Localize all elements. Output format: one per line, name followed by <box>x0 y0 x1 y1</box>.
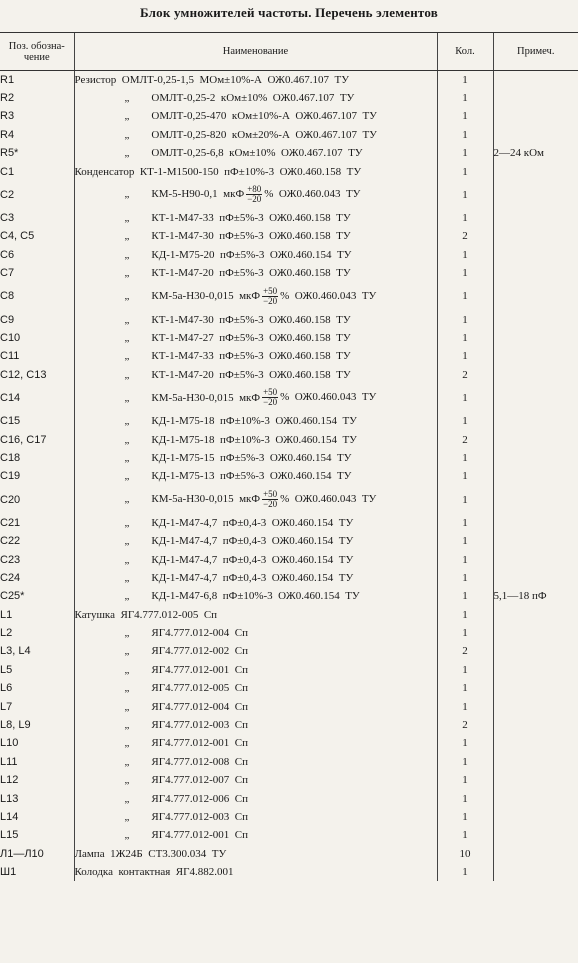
cell-quantity: 1 <box>437 264 493 282</box>
table-row <box>0 449 578 467</box>
cell-name <box>74 347 437 365</box>
cell-name <box>74 624 437 642</box>
cell-note <box>493 246 578 264</box>
table-row <box>0 569 578 587</box>
cell-quantity: 1 <box>437 587 493 605</box>
cell-name <box>74 126 437 144</box>
cell-name-text: „ ОМЛТ-0,25-2 кОм±10% ОЖ0.467.107 ТУ <box>124 92 355 105</box>
table-header-row <box>0 33 578 71</box>
cell-quantity: 1 <box>437 71 493 89</box>
cell-position: C10 <box>0 331 21 344</box>
cell-position: L3, L4 <box>0 645 31 658</box>
table-row <box>0 826 578 844</box>
cell-note <box>493 384 578 412</box>
cell-note <box>493 486 578 514</box>
cell-name <box>74 162 437 180</box>
table-row <box>0 329 578 347</box>
cell-name <box>74 514 437 532</box>
table-row <box>0 209 578 227</box>
cell-position: C9 <box>0 313 15 326</box>
cell-position: C3 <box>0 212 15 225</box>
cell-name <box>74 532 437 550</box>
cell-name <box>74 246 437 264</box>
cell-quantity: 1 <box>437 181 493 209</box>
cell-position: L7 <box>0 700 13 713</box>
cell-quantity: 1 <box>437 107 493 125</box>
cell-name-text: Колодка контактная ЯГ4.882.001 <box>74 866 234 879</box>
cell-position: Л1—Л10 <box>0 847 44 860</box>
cell-name-suffix: % ОЖ0.460.043 ТУ <box>280 493 377 506</box>
cell-name <box>74 144 437 162</box>
cell-quantity: 10 <box>437 845 493 863</box>
table-row <box>0 366 578 384</box>
cell-name <box>74 310 437 328</box>
cell-name <box>74 789 437 807</box>
cell-position: L12 <box>0 774 19 787</box>
header-note <box>493 33 578 71</box>
cell-name <box>74 771 437 789</box>
cell-name <box>74 89 437 107</box>
table-row <box>0 550 578 568</box>
tolerance-lower: −20 <box>263 295 278 306</box>
cell-name-suffix: % ОЖ0.460.043 ТУ <box>280 289 377 302</box>
cell-name <box>74 209 437 227</box>
cell-name-text: „ КД-1-М75-20 пФ±5%-3 ОЖ0.460.154 ТУ <box>124 248 352 261</box>
cell-name-text: „ ОМЛТ-0,25-6,8 кОм±10% ОЖ0.467.107 ТУ <box>124 147 363 160</box>
cell-quantity: 1 <box>437 771 493 789</box>
cell-quantity: 1 <box>437 246 493 264</box>
cell-name <box>74 863 437 881</box>
cell-note <box>493 661 578 679</box>
cell-name <box>74 412 437 430</box>
cell-name-text: „ ЯГ4.777.012-001 Сп <box>124 737 248 750</box>
table-row <box>0 347 578 365</box>
header-name-label: Наименование <box>222 46 289 57</box>
cell-quantity: 1 <box>437 449 493 467</box>
cell-name-text: „ ЯГ4.777.012-003 Сп <box>124 719 248 732</box>
cell-position: C20 <box>0 493 21 506</box>
cell-name-text: „ КД-1-М75-18 пФ±10%-3 ОЖ0.460.154 ТУ <box>124 415 357 428</box>
cell-note <box>493 126 578 144</box>
cell-note <box>493 467 578 485</box>
cell-note <box>493 826 578 844</box>
cell-quantity: 1 <box>437 310 493 328</box>
cell-name-text: „ КТ-1-М47-20 пФ±5%-3 ОЖ0.460.158 ТУ <box>124 368 351 381</box>
cell-position: C18 <box>0 451 21 464</box>
cell-name-text: „ ОМЛТ-0,25-470 кОм±10%-А ОЖ0.467.107 ТУ <box>124 110 377 123</box>
cell-quantity: 1 <box>437 734 493 752</box>
cell-name-text: „ КМ-5а-Н30-0,015 мкФ <box>124 289 261 302</box>
cell-name-text: „ КТ-1-М47-27 пФ±5%-3 ОЖ0.460.158 ТУ <box>124 331 351 344</box>
cell-name <box>74 550 437 568</box>
cell-note <box>493 569 578 587</box>
cell-note <box>493 209 578 227</box>
cell-name <box>74 181 437 209</box>
table-row <box>0 661 578 679</box>
cell-position: C25* <box>0 590 25 603</box>
cell-note <box>493 107 578 125</box>
table-row <box>0 384 578 412</box>
page-title: Блок умножителей частоты. Перечень элементов <box>140 5 438 20</box>
cell-name <box>74 282 437 310</box>
cell-position: L13 <box>0 792 19 805</box>
cell-name-text: „ ЯГ4.777.012-001 Сп <box>124 663 248 676</box>
cell-name-text: „ КТ-1-М47-30 пФ±5%-3 ОЖ0.460.158 ТУ <box>124 313 351 326</box>
cell-note <box>493 71 578 89</box>
tolerance-fraction <box>262 490 278 509</box>
cell-note <box>493 514 578 532</box>
cell-name-text: „ ЯГ4.777.012-003 Сп <box>124 810 248 823</box>
tolerance-upper: +50 <box>263 489 278 500</box>
cell-position: L14 <box>0 810 19 823</box>
cell-name-text: „ КТ-1-М47-33 пФ±5%-3 ОЖ0.460.158 ТУ <box>124 212 351 225</box>
cell-quantity: 1 <box>437 826 493 844</box>
cell-note <box>493 89 578 107</box>
cell-quantity: 1 <box>437 126 493 144</box>
cell-quantity: 1 <box>437 863 493 881</box>
cell-quantity: 1 <box>437 486 493 514</box>
cell-name <box>74 845 437 863</box>
cell-quantity: 1 <box>437 808 493 826</box>
cell-note <box>493 550 578 568</box>
cell-name-text: „ КМ-5-Н90-0,1 мкФ <box>124 188 245 201</box>
table-row <box>0 486 578 514</box>
cell-name-text: „ ЯГ4.777.012-002 Сп <box>124 645 248 658</box>
tolerance-lower: −20 <box>247 194 262 205</box>
cell-name-text: „ ЯГ4.777.012-004 Сп <box>124 700 248 713</box>
cell-quantity: 1 <box>437 789 493 807</box>
cell-note <box>493 181 578 209</box>
table-row <box>0 89 578 107</box>
tolerance-upper: +50 <box>263 387 278 398</box>
cell-quantity: 1 <box>437 679 493 697</box>
header-position <box>0 33 74 71</box>
cell-name <box>74 329 437 347</box>
cell-quantity: 1 <box>437 532 493 550</box>
cell-name <box>74 486 437 514</box>
cell-name <box>74 569 437 587</box>
table-row <box>0 430 578 448</box>
cell-note <box>493 679 578 697</box>
cell-position: C16, C17 <box>0 433 47 446</box>
cell-quantity: 2 <box>437 366 493 384</box>
cell-name-text: „ КД-1-М75-15 пФ±5%-3 ОЖ0.460.154 ТУ <box>124 451 352 464</box>
cell-note <box>493 771 578 789</box>
cell-name-text: „ ЯГ4.777.012-001 Сп <box>124 829 248 842</box>
table-row <box>0 412 578 430</box>
table-row <box>0 310 578 328</box>
cell-position: R5* <box>0 147 19 160</box>
cell-note <box>493 449 578 467</box>
cell-name <box>74 808 437 826</box>
table-row <box>0 71 578 89</box>
tolerance-fraction <box>262 388 278 407</box>
tolerance-upper: +80 <box>247 184 262 195</box>
cell-position: Ш1 <box>0 866 17 879</box>
cell-note <box>493 642 578 660</box>
cell-position: L11 <box>0 755 18 768</box>
cell-name-text: „ ЯГ4.777.012-006 Сп <box>124 792 248 805</box>
tolerance-fraction <box>262 287 278 306</box>
cell-name <box>74 605 437 623</box>
cell-quantity: 2 <box>437 716 493 734</box>
table-body <box>0 71 578 882</box>
cell-name-text: „ ЯГ4.777.012-004 Сп <box>124 627 248 640</box>
table-row <box>0 532 578 550</box>
cell-note <box>493 162 578 180</box>
cell-quantity: 1 <box>437 282 493 310</box>
cell-name-text: „ КМ-5а-Н30-0,015 мкФ <box>124 391 261 404</box>
table-row <box>0 144 578 162</box>
cell-position: R4 <box>0 128 15 141</box>
cell-note <box>493 734 578 752</box>
cell-quantity: 1 <box>437 209 493 227</box>
cell-position: C23 <box>0 553 21 566</box>
cell-note <box>493 264 578 282</box>
table-row <box>0 282 578 310</box>
cell-quantity: 1 <box>437 412 493 430</box>
cell-name-text: Конденсатор КТ-1-М1500-150 пФ±10%-3 ОЖ0.460.158 ТУ <box>74 165 362 178</box>
table-row <box>0 264 578 282</box>
header-position-label: Поз. обозна-чение <box>8 40 65 63</box>
tolerance-fraction <box>246 185 262 204</box>
table-row <box>0 808 578 826</box>
table-row <box>0 789 578 807</box>
cell-note <box>493 366 578 384</box>
cell-name-text: „ ЯГ4.777.012-005 Сп <box>124 682 248 695</box>
cell-note <box>493 310 578 328</box>
cell-quantity: 1 <box>437 329 493 347</box>
cell-note <box>493 430 578 448</box>
cell-note <box>493 227 578 245</box>
table-row <box>0 771 578 789</box>
cell-name <box>74 467 437 485</box>
cell-quantity: 1 <box>437 605 493 623</box>
cell-name-suffix: % ОЖ0.460.043 ТУ <box>264 188 361 201</box>
cell-name <box>74 753 437 771</box>
cell-quantity: 1 <box>437 550 493 568</box>
cell-note <box>493 753 578 771</box>
cell-position: L8, L9 <box>0 719 31 732</box>
table-row <box>0 863 578 881</box>
cell-name-text: „ КТ-1-М47-20 пФ±5%-3 ОЖ0.460.158 ТУ <box>124 267 351 280</box>
cell-quantity: 2 <box>437 430 493 448</box>
cell-name-text: Резистор ОМЛТ-0,25-1,5 МОм±10%-А ОЖ0.467.107 ТУ <box>74 73 350 86</box>
cell-position: C21 <box>0 516 21 529</box>
table-row <box>0 845 578 863</box>
header-name <box>74 33 437 71</box>
cell-position: C22 <box>0 535 21 548</box>
cell-note <box>493 863 578 881</box>
cell-note <box>493 697 578 715</box>
cell-position: C8 <box>0 290 15 303</box>
table-row <box>0 679 578 697</box>
element-list-table <box>0 32 578 881</box>
cell-name <box>74 366 437 384</box>
cell-name <box>74 449 437 467</box>
cell-name <box>74 679 437 697</box>
cell-quantity: 1 <box>437 144 493 162</box>
table-row <box>0 642 578 660</box>
table-row <box>0 587 578 605</box>
cell-position: C4, C5 <box>0 230 35 243</box>
cell-name-text: „ КТ-1-М47-30 пФ±5%-3 ОЖ0.460.158 ТУ <box>124 230 351 243</box>
cell-name <box>74 697 437 715</box>
cell-name-text: „ КМ-5а-Н30-0,015 мкФ <box>124 493 261 506</box>
cell-quantity: 1 <box>437 347 493 365</box>
cell-position: L6 <box>0 682 13 695</box>
cell-position: L2 <box>0 627 13 640</box>
cell-name-text: „ ЯГ4.777.012-008 Сп <box>124 755 248 768</box>
cell-quantity: 1 <box>437 569 493 587</box>
cell-name-text: „ ЯГ4.777.012-007 Сп <box>124 774 248 787</box>
cell-note <box>493 845 578 863</box>
cell-position: L10 <box>0 737 19 750</box>
cell-position: R2 <box>0 92 15 105</box>
cell-note <box>493 624 578 642</box>
cell-name-text: Катушка ЯГ4.777.012-005 Сп <box>74 608 218 621</box>
cell-position: R1 <box>0 73 15 86</box>
cell-name <box>74 384 437 412</box>
cell-note <box>493 282 578 310</box>
cell-name <box>74 264 437 282</box>
cell-note: 2—24 кОм <box>493 144 578 162</box>
table-row <box>0 227 578 245</box>
cell-position: L5 <box>0 663 13 676</box>
table-row <box>0 624 578 642</box>
cell-note <box>493 412 578 430</box>
header-quantity <box>437 33 493 71</box>
table-row <box>0 126 578 144</box>
cell-position: C15 <box>0 415 21 428</box>
tolerance-lower: −20 <box>263 397 278 408</box>
table-row <box>0 697 578 715</box>
table-row <box>0 734 578 752</box>
cell-note <box>493 329 578 347</box>
table-row <box>0 753 578 771</box>
tolerance-upper: +50 <box>263 285 278 296</box>
cell-name <box>74 826 437 844</box>
cell-name <box>74 587 437 605</box>
cell-quantity: 1 <box>437 753 493 771</box>
cell-name <box>74 716 437 734</box>
cell-position: C1 <box>0 165 15 178</box>
cell-name <box>74 227 437 245</box>
cell-quantity: 1 <box>437 162 493 180</box>
tolerance-lower: −20 <box>263 499 278 510</box>
cell-name-suffix: % ОЖ0.460.043 ТУ <box>280 391 377 404</box>
table-row <box>0 246 578 264</box>
cell-name <box>74 71 437 89</box>
cell-position: R3 <box>0 110 15 123</box>
header-quantity-label: Кол. <box>455 46 475 57</box>
table-row <box>0 162 578 180</box>
cell-position: L1 <box>0 608 13 621</box>
cell-quantity: 1 <box>437 89 493 107</box>
cell-name-text: „ КД-1-М75-18 пФ±10%-3 ОЖ0.460.154 ТУ <box>124 433 357 446</box>
cell-position: C7 <box>0 267 15 280</box>
cell-name-text: „ КД-1-М47-4,7 пФ±0,4-3 ОЖ0.460.154 ТУ <box>124 553 354 566</box>
cell-name <box>74 661 437 679</box>
cell-name <box>74 734 437 752</box>
table-row <box>0 605 578 623</box>
cell-note <box>493 789 578 807</box>
cell-position: C19 <box>0 470 21 483</box>
cell-note <box>493 532 578 550</box>
cell-note: 5,1—18 пФ <box>493 587 578 605</box>
cell-name <box>74 107 437 125</box>
cell-name-text: „ КТ-1-М47-33 пФ±5%-3 ОЖ0.460.158 ТУ <box>124 350 351 363</box>
table-row <box>0 514 578 532</box>
cell-position: C2 <box>0 188 15 201</box>
cell-position: L15 <box>0 829 19 842</box>
cell-name-text: „ КД-1-М47-6,8 пФ±10%-3 ОЖ0.460.154 ТУ <box>124 590 360 603</box>
cell-position: C14 <box>0 391 21 404</box>
table-row <box>0 181 578 209</box>
cell-quantity: 1 <box>437 697 493 715</box>
table-row <box>0 467 578 485</box>
cell-name-text: Лампа 1Ж24Б СТ3.300.034 ТУ <box>74 847 227 860</box>
cell-quantity: 2 <box>437 227 493 245</box>
cell-quantity: 1 <box>437 467 493 485</box>
cell-position: C11 <box>0 350 20 363</box>
cell-position: C6 <box>0 248 15 261</box>
cell-note <box>493 716 578 734</box>
cell-quantity: 1 <box>437 661 493 679</box>
cell-quantity: 2 <box>437 642 493 660</box>
cell-name-text: „ КД-1-М47-4,7 пФ±0,4-3 ОЖ0.460.154 ТУ <box>124 571 354 584</box>
cell-name-text: „ КД-1-М75-13 пФ±5%-3 ОЖ0.460.154 ТУ <box>124 470 352 483</box>
cell-name-text: „ ОМЛТ-0,25-820 кОм±20%-А ОЖ0.467.107 ТУ <box>124 128 377 141</box>
table-row <box>0 716 578 734</box>
cell-position: C12, C13 <box>0 368 47 381</box>
cell-name <box>74 642 437 660</box>
cell-name-text: „ КД-1-М47-4,7 пФ±0,4-3 ОЖ0.460.154 ТУ <box>124 516 354 529</box>
cell-quantity: 1 <box>437 514 493 532</box>
cell-note <box>493 808 578 826</box>
cell-note <box>493 605 578 623</box>
cell-quantity: 1 <box>437 384 493 412</box>
cell-note <box>493 347 578 365</box>
cell-name-text: „ КД-1-М47-4,7 пФ±0,4-3 ОЖ0.460.154 ТУ <box>124 535 354 548</box>
header-note-label: Примеч. <box>517 46 555 57</box>
table-row <box>0 107 578 125</box>
cell-name <box>74 430 437 448</box>
cell-position: C24 <box>0 571 21 584</box>
cell-quantity: 1 <box>437 624 493 642</box>
